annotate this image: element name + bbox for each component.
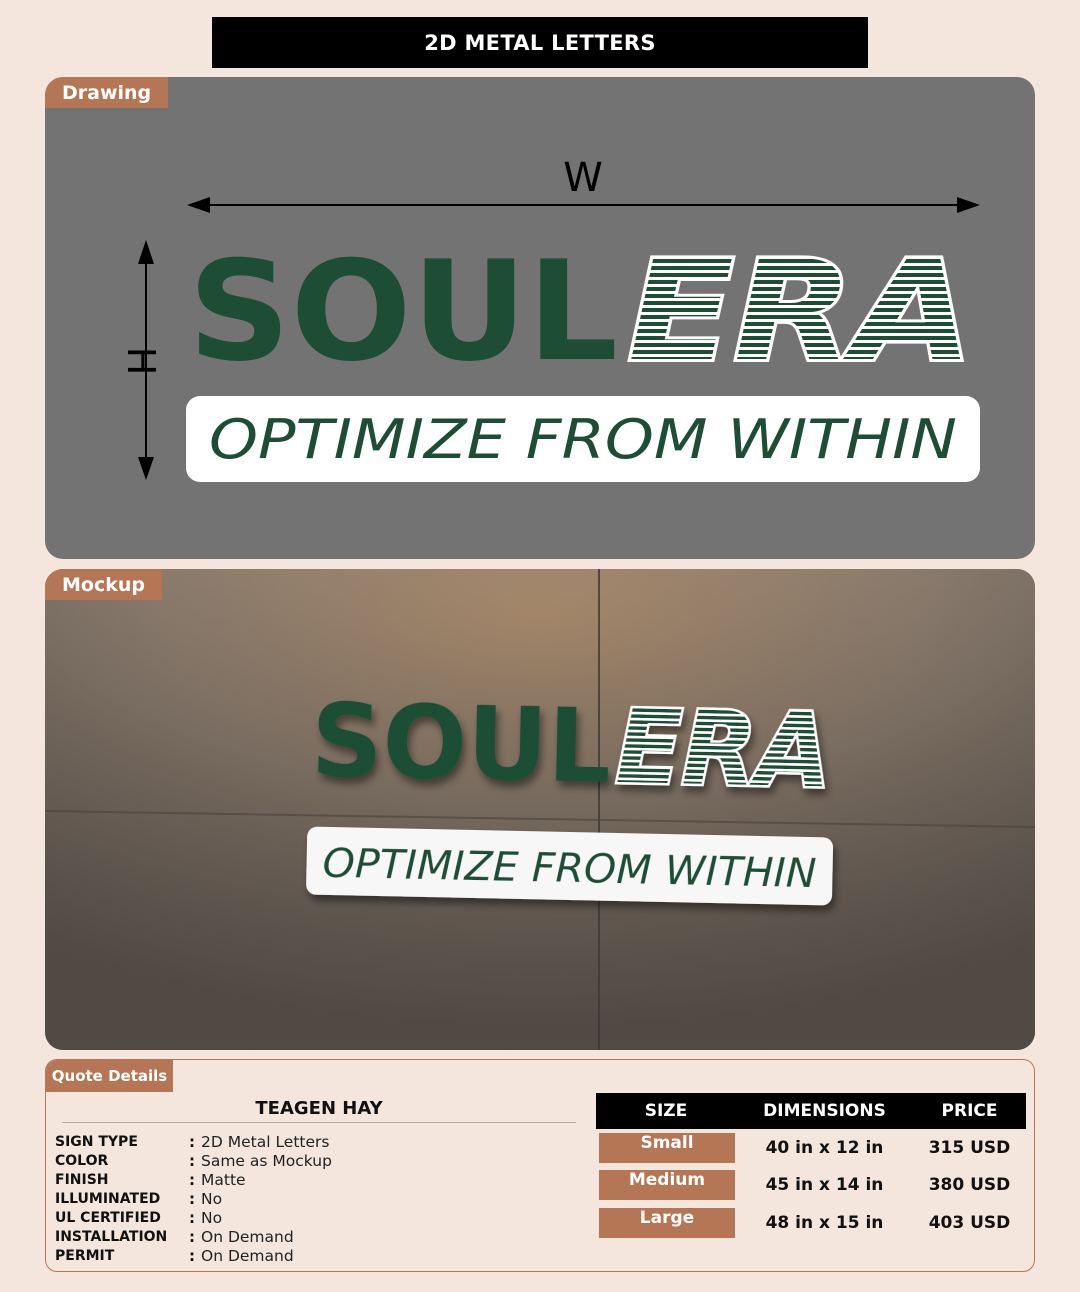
price-table [596, 1093, 1026, 1242]
size-cell [596, 1170, 736, 1200]
height-label: H [119, 346, 163, 376]
spec-label: SIGN TYPE [55, 1133, 138, 1150]
drawing-illustration [45, 77, 1035, 559]
price-table-header [596, 1093, 1026, 1129]
logo-word-right: ERA [628, 231, 973, 392]
logo-word-left: SOUL [188, 231, 618, 392]
table-row [596, 1167, 1026, 1205]
header-dimensions: DIMENSIONS [763, 1101, 886, 1121]
quote-details-tag: Quote Details [46, 1060, 173, 1092]
dimensions-cell: 40 in x 12 in [765, 1137, 884, 1158]
size-pill-large: Large [599, 1208, 735, 1238]
spec-label: PERMIT [55, 1247, 115, 1264]
spec-value: Matte [201, 1170, 246, 1189]
spec-colon: : [189, 1132, 195, 1151]
spec-colon: : [189, 1170, 195, 1189]
spec-label: ILLUMINATED [55, 1190, 161, 1207]
spec-value: No [201, 1208, 223, 1227]
spec-colon: : [189, 1246, 195, 1265]
table-row [596, 1204, 1026, 1242]
spec-label: INSTALLATION [55, 1228, 168, 1245]
mockup-panel [45, 569, 1035, 1050]
mockup-tag: Mockup [45, 569, 162, 600]
spec-row-sign-type [55, 1132, 332, 1151]
spec-row-installation [55, 1227, 332, 1246]
spec-value: No [201, 1189, 223, 1208]
size-pill-small: Small [599, 1133, 735, 1163]
size-cell [596, 1133, 736, 1163]
spec-row-ul-certified [55, 1208, 332, 1227]
customer-name-divider [62, 1122, 576, 1123]
spec-value: 2D Metal Letters [201, 1132, 330, 1151]
header-size: SIZE [644, 1101, 688, 1121]
spec-label: UL CERTIFIED [55, 1209, 161, 1226]
mockup-logo-word-left: SOUL [309, 681, 621, 808]
customer-name: TEAGEN HAY [255, 1098, 383, 1119]
size-cell [596, 1208, 736, 1238]
page-title: 2D METAL LETTERS [212, 17, 868, 68]
spec-colon: : [189, 1227, 195, 1246]
width-label: W [563, 155, 603, 201]
dimensions-cell: 48 in x 15 in [765, 1212, 884, 1233]
mockup-logo-word-right: ERA [614, 687, 845, 812]
header-price: PRICE [941, 1101, 998, 1121]
dimensions-cell: 45 in x 14 in [765, 1175, 884, 1196]
mockup-photo [45, 569, 1035, 1050]
spec-row-color [55, 1151, 332, 1170]
spec-list [55, 1132, 332, 1265]
spec-value: Same as Mockup [201, 1151, 332, 1170]
mockup-logo-tagline: OPTIMIZE FROM WITHIN [322, 840, 804, 897]
logo-tagline: OPTIMIZE FROM WITHIN [209, 408, 957, 471]
spec-label: FINISH [55, 1171, 109, 1188]
drawing-tag: Drawing [45, 77, 168, 108]
quote-details-box [45, 1059, 1035, 1272]
size-pill-medium: Medium [599, 1170, 735, 1200]
price-cell: 315 USD [928, 1137, 1011, 1158]
drawing-panel [45, 77, 1035, 559]
spec-value: On Demand [201, 1227, 294, 1246]
table-row [596, 1129, 1026, 1167]
spec-row-finish [55, 1170, 332, 1189]
price-cell: 380 USD [928, 1175, 1011, 1196]
spec-label: COLOR [55, 1152, 109, 1169]
spec-colon: : [189, 1151, 195, 1170]
spec-colon: : [189, 1208, 195, 1227]
price-cell: 403 USD [928, 1212, 1011, 1233]
spec-row-illuminated [55, 1189, 332, 1208]
spec-value: On Demand [201, 1246, 294, 1265]
spec-row-permit [55, 1246, 332, 1265]
spec-colon: : [189, 1189, 195, 1208]
